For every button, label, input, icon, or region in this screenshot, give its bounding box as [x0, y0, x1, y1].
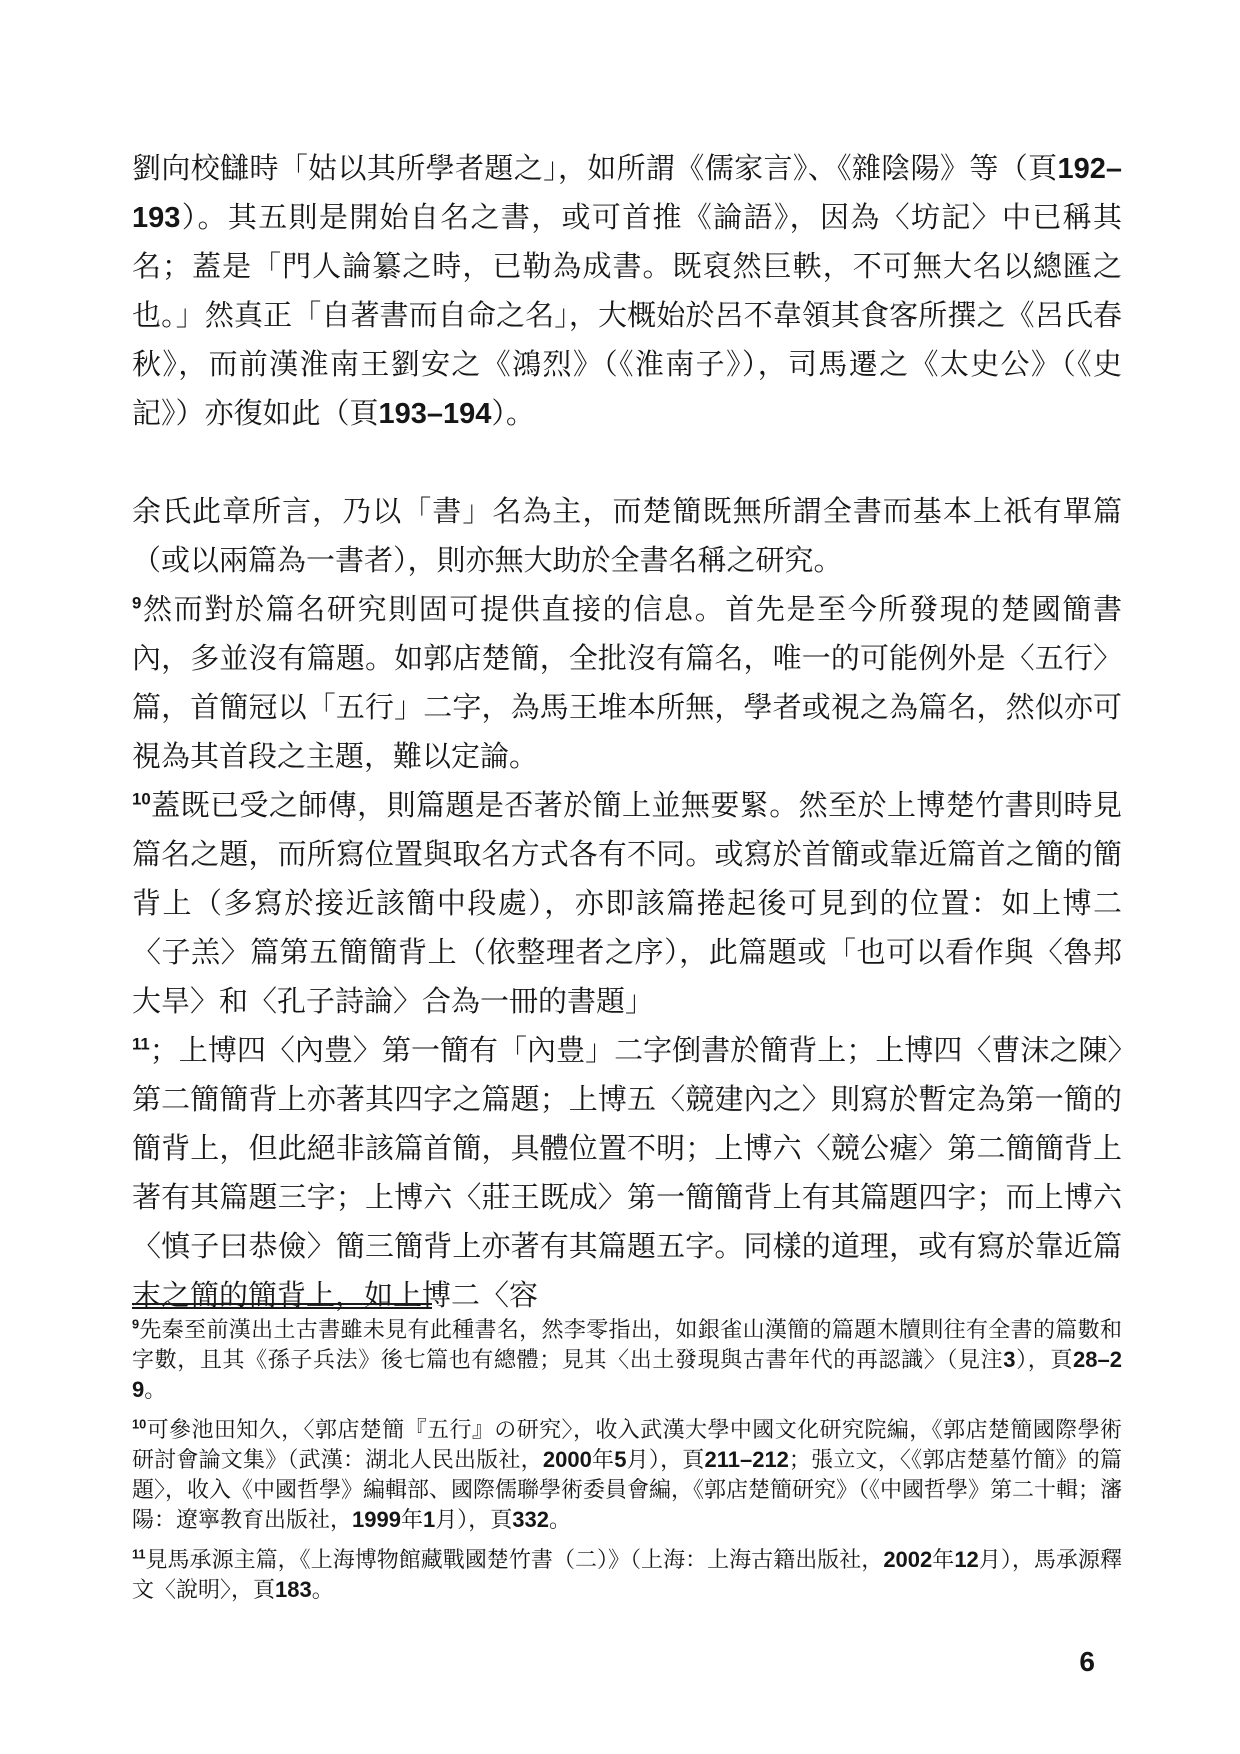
page-number: 6: [1079, 1646, 1095, 1677]
paragraph-3: [132, 586, 1122, 782]
text-run: 。: [144, 1377, 167, 1402]
footnote-11: [132, 1545, 1122, 1605]
footnote-10: [132, 1415, 1122, 1535]
text-run: 月），頁: [435, 1507, 513, 1532]
text-run: ）。: [491, 398, 535, 430]
footnote-marker: 11: [132, 1034, 150, 1054]
paragraph-4: [132, 782, 1122, 1027]
text-run: 見馬承源主篇，《上海博物館藏戰國楚竹書（二）》（上海：上海古籍出版社，: [145, 1547, 884, 1572]
paragraph-5: [132, 1027, 1122, 1321]
footnote-marker: 9: [132, 1316, 140, 1332]
bold-number: 28–29: [132, 1347, 1122, 1402]
text-run: 劉向校讎時「姑以其所學者題之」，如所謂《儒家言》、《雜陰陽》等（頁: [132, 153, 1058, 185]
text-run: 可參池田知久，〈郭店楚簡『五行』の研究〉，收入武漢大學中國文化研究院編，《郭店楚簡國際學術研討會論文集》（武漢：湖北人民出版社，: [132, 1417, 1122, 1472]
text-run: 年: [400, 1507, 423, 1532]
footnotes-section: [132, 1315, 1122, 1615]
paragraph-1: [132, 145, 1122, 439]
bold-number: 1999: [352, 1507, 401, 1532]
bold-number: 5: [614, 1447, 627, 1472]
text-run: 蓋既已受之師傳，則篇題是否著於簡上並無要緊。然至於上博楚竹書則時見篇名之題，而所寫位置與取名方式各有不同。或寫於首簡或靠近篇首之簡的簡背上（多寫於接近該簡中段處），亦即該篇捲起後可見到的位置：如上博二〈子羔〉篇第五簡簡背上（依整理者之序），此篇題或「也可以看作與〈魯邦大旱〉和〈孔子詩論〉合為一冊的書題」: [132, 790, 1122, 1018]
bold-number: 1: [422, 1507, 436, 1532]
paragraph-2: [132, 488, 1122, 586]
text-run: 。: [548, 1507, 571, 1532]
bold-number: 2002: [883, 1547, 933, 1572]
text-run: ），頁: [1015, 1347, 1074, 1372]
bold-number: 3: [1003, 1347, 1016, 1372]
text-run: 月），馬承源釋文〈說明〉，頁: [132, 1547, 1122, 1602]
text-run: ；上博四〈內豊〉第一簡有「內豊」二字倒書於簡背上；上博四〈曹沫之陳〉第二簡簡背上亦著其四字之篇題；上博五〈競建內之〉則寫於暫定為第一簡的簡背上，但此絕非該篇首簡，具體位置不明；上博六〈競公瘧〉第二簡簡背上著有其篇題三字；上博六〈莊王既成〉第一簡簡背上有其篇題四字；而上博六〈慎子曰恭儉〉簡三簡背上亦著有其篇題五字。同樣的道理，或有寫於靠近篇末之簡的簡背上，如上博二〈容: [132, 1035, 1122, 1312]
text-run: 年: [591, 1447, 615, 1472]
text-run: 月），頁: [626, 1447, 705, 1472]
bold-number: 12: [954, 1547, 979, 1572]
text-run: 先秦至前漢出土古書雖未見有此種書名，然李零指出，如銀雀山漢簡的篇題木牘則往有全書的篇數和字數，且其《孫子兵法》後七篇也有總體；見其〈出土發現與古書年代的再認識〉（見注: [132, 1317, 1122, 1372]
footnote-9: [132, 1315, 1122, 1405]
text-run: ；張立文，〈《郭店楚墓竹簡》的篇題〉，收入《中國哲學》編輯部、國際儒聯學術委員會編，《郭店楚簡研究》（《中國哲學》第二十輯；瀋陽：遼寧教育出版社，: [132, 1447, 1123, 1532]
text-run: 余氏此章所言，乃以「書」名為主，而楚簡既無所謂全書而基本上祇有單篇（或以兩篇為一書者），則亦無大助於全書名稱之研究。: [132, 496, 1122, 577]
footnote-separator: [132, 1303, 432, 1309]
bold-number: 193–194: [378, 398, 492, 430]
footnote-marker: 9: [132, 593, 142, 613]
bold-number: 183: [275, 1577, 312, 1602]
bold-number: 2000: [542, 1447, 592, 1472]
text-run: ）。其五則是開始自名之書，或可首推《論語》，因為〈坊記〉中已稱其名；蓋是「門人論纂之時，已勒為成書。既裒然巨軼，不可無大名以總匯之也。」然真正「自著書而自命之名」，大概始於呂不韋領其食客所撰之《呂氏春秋》，而前漢淮南王劉安之《鴻烈》（《淮南子》），司馬遷之《太史公》（《史記》）亦復如此（頁: [132, 202, 1122, 430]
body-text: [132, 145, 1122, 1321]
footnote-marker: 10: [132, 1416, 147, 1432]
bold-number: 211–212: [704, 1447, 789, 1472]
text-run: 然而對於篇名研究則固可提供直接的信息。首先是至今所發現的楚國簡書內，多並沒有篇題。如郭店楚簡，全批沒有篇名，唯一的可能例外是〈五行〉篇，首簡冠以「五行」二字，為馬王堆本所無，學者或視之為篇名，然似亦可視為其首段之主題，難以定論。: [132, 594, 1122, 773]
footnote-marker: 11: [132, 1546, 146, 1562]
bold-number: 192–193: [132, 153, 1122, 234]
bold-number: 332: [512, 1507, 549, 1532]
footnote-marker: 10: [132, 789, 151, 809]
text-run: 。: [311, 1577, 334, 1602]
text-run: 年: [932, 1547, 955, 1572]
